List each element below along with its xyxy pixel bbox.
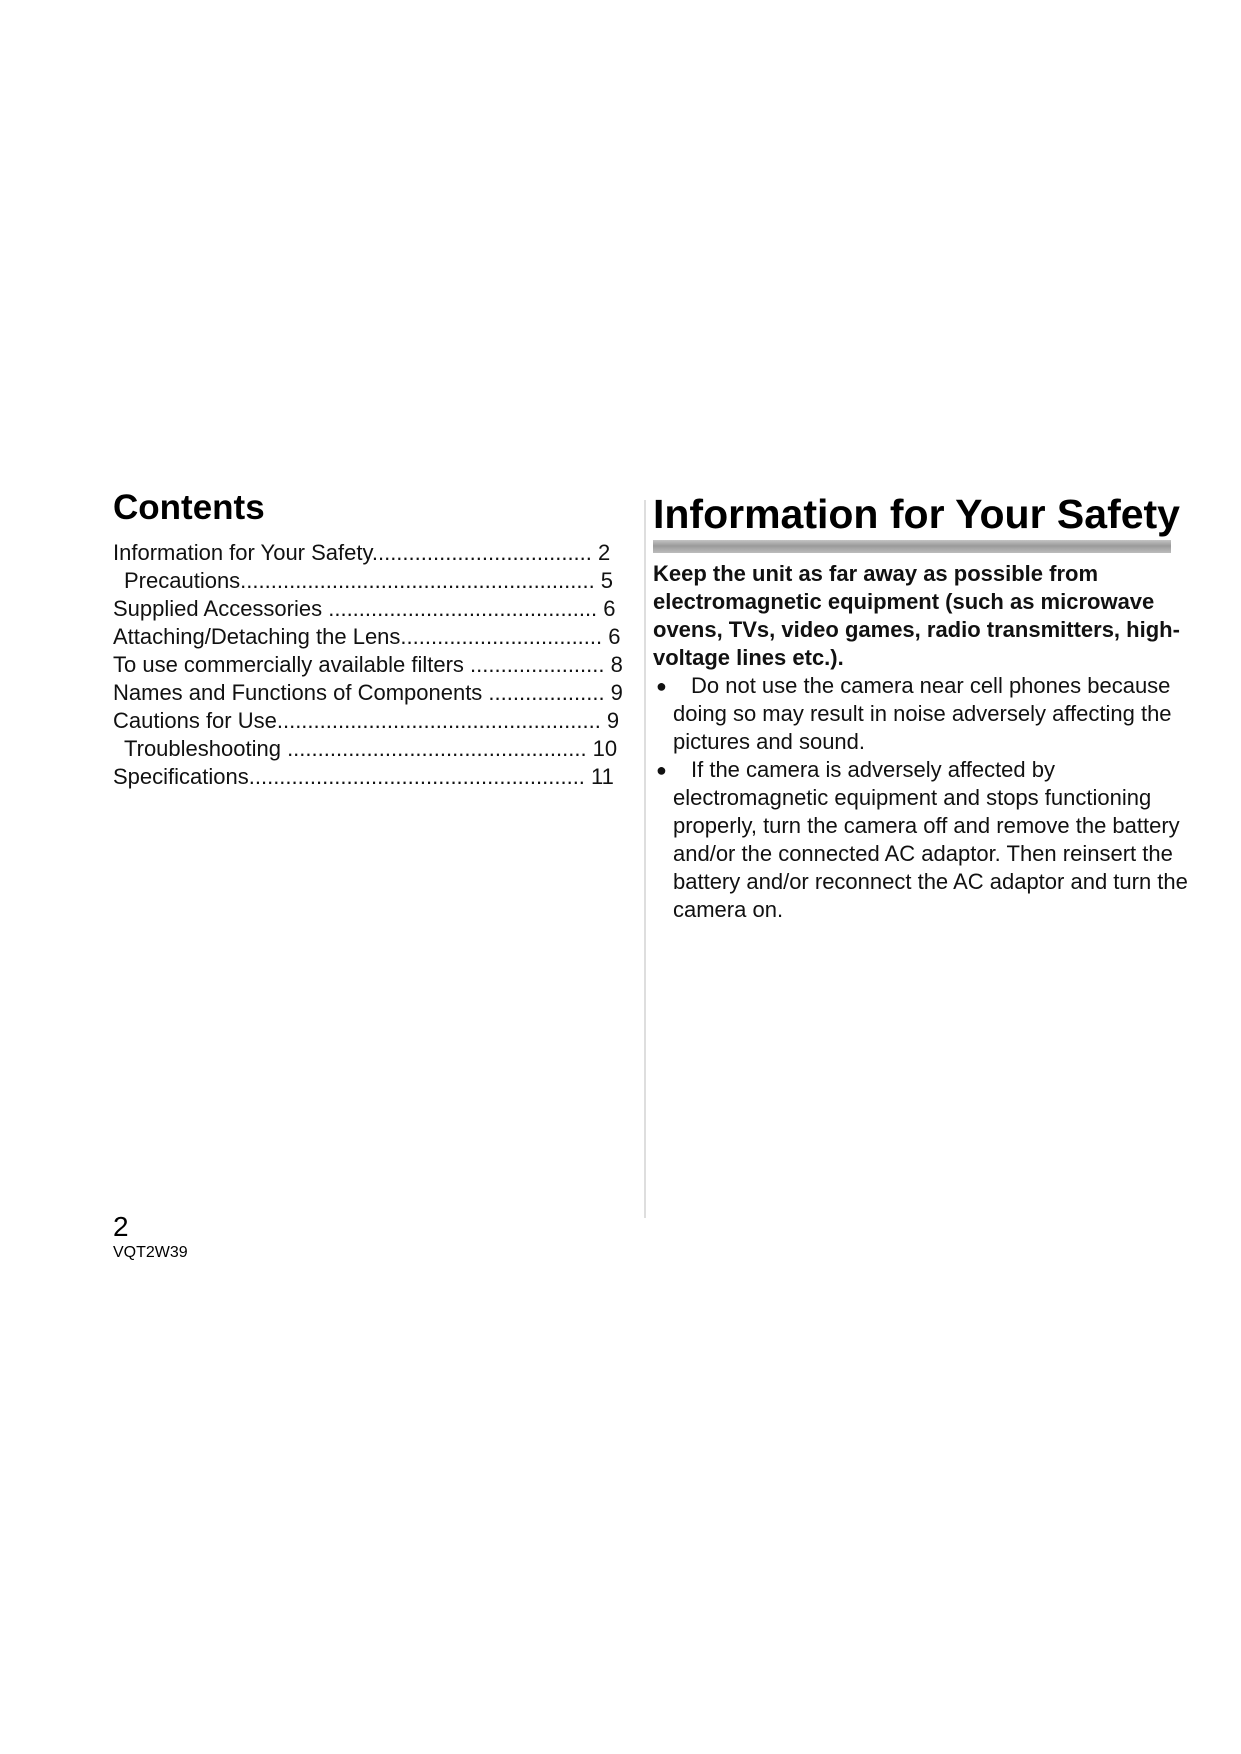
title-underline-bar xyxy=(653,540,1171,553)
document-code: VQT2W39 xyxy=(113,1244,188,1261)
bullet-item xyxy=(653,672,1193,756)
safety-lead-paragraph: Keep the unit as far away as possible from electromagnetic equipment (such as microwave ovens, TVs, video games, radio transmitters, high-voltage lines etc.). xyxy=(653,561,1180,670)
table-of-contents xyxy=(113,539,648,791)
toc-entry-safety[interactable]: Information for Your Safety.................................... 2 xyxy=(113,540,611,565)
safety-bullet-list xyxy=(653,672,1193,924)
toc-entry-specifications[interactable]: Specifications....................................................... 11 xyxy=(113,764,614,789)
contents-heading: Contents xyxy=(113,488,265,527)
section-title: Information for Your Safety xyxy=(653,491,1180,537)
bullet-dot-icon: ● xyxy=(656,760,667,780)
bullet-item xyxy=(653,756,1193,924)
toc-entry-cautions[interactable]: Cautions for Use..................................................... 9 xyxy=(113,708,620,733)
toc-entry-components[interactable]: Names and Functions of Components ................... 9 xyxy=(113,680,623,705)
toc-entry-supplied-accessories[interactable]: Supplied Accessories ............................................ 6 xyxy=(113,596,616,621)
page-number: 2 xyxy=(113,1211,129,1242)
toc-entry-precautions[interactable]: Precautions.......................................................... 5 xyxy=(124,568,614,593)
toc-entry-troubleshooting[interactable]: Troubleshooting ................................................. 10 xyxy=(124,736,618,761)
bullet-text: If the camera is adversely affected by electromagnetic equipment and stops functioning properly, turn the camera off and remove the battery and/or the connected AC adaptor. Then reinsert the battery and/or reconnect the AC adaptor and turn the camera on. xyxy=(673,757,1188,922)
toc-entry-filters[interactable]: To use commercially available filters ...................... 8 xyxy=(113,652,623,677)
bullet-dot-icon: ● xyxy=(656,676,667,696)
toc-entry-attaching-lens[interactable]: Attaching/Detaching the Lens................................. 6 xyxy=(113,624,621,649)
column-divider xyxy=(644,500,646,1218)
bullet-text: Do not use the camera near cell phones because doing so may result in noise adversely affecting the pictures and sound. xyxy=(673,673,1172,754)
